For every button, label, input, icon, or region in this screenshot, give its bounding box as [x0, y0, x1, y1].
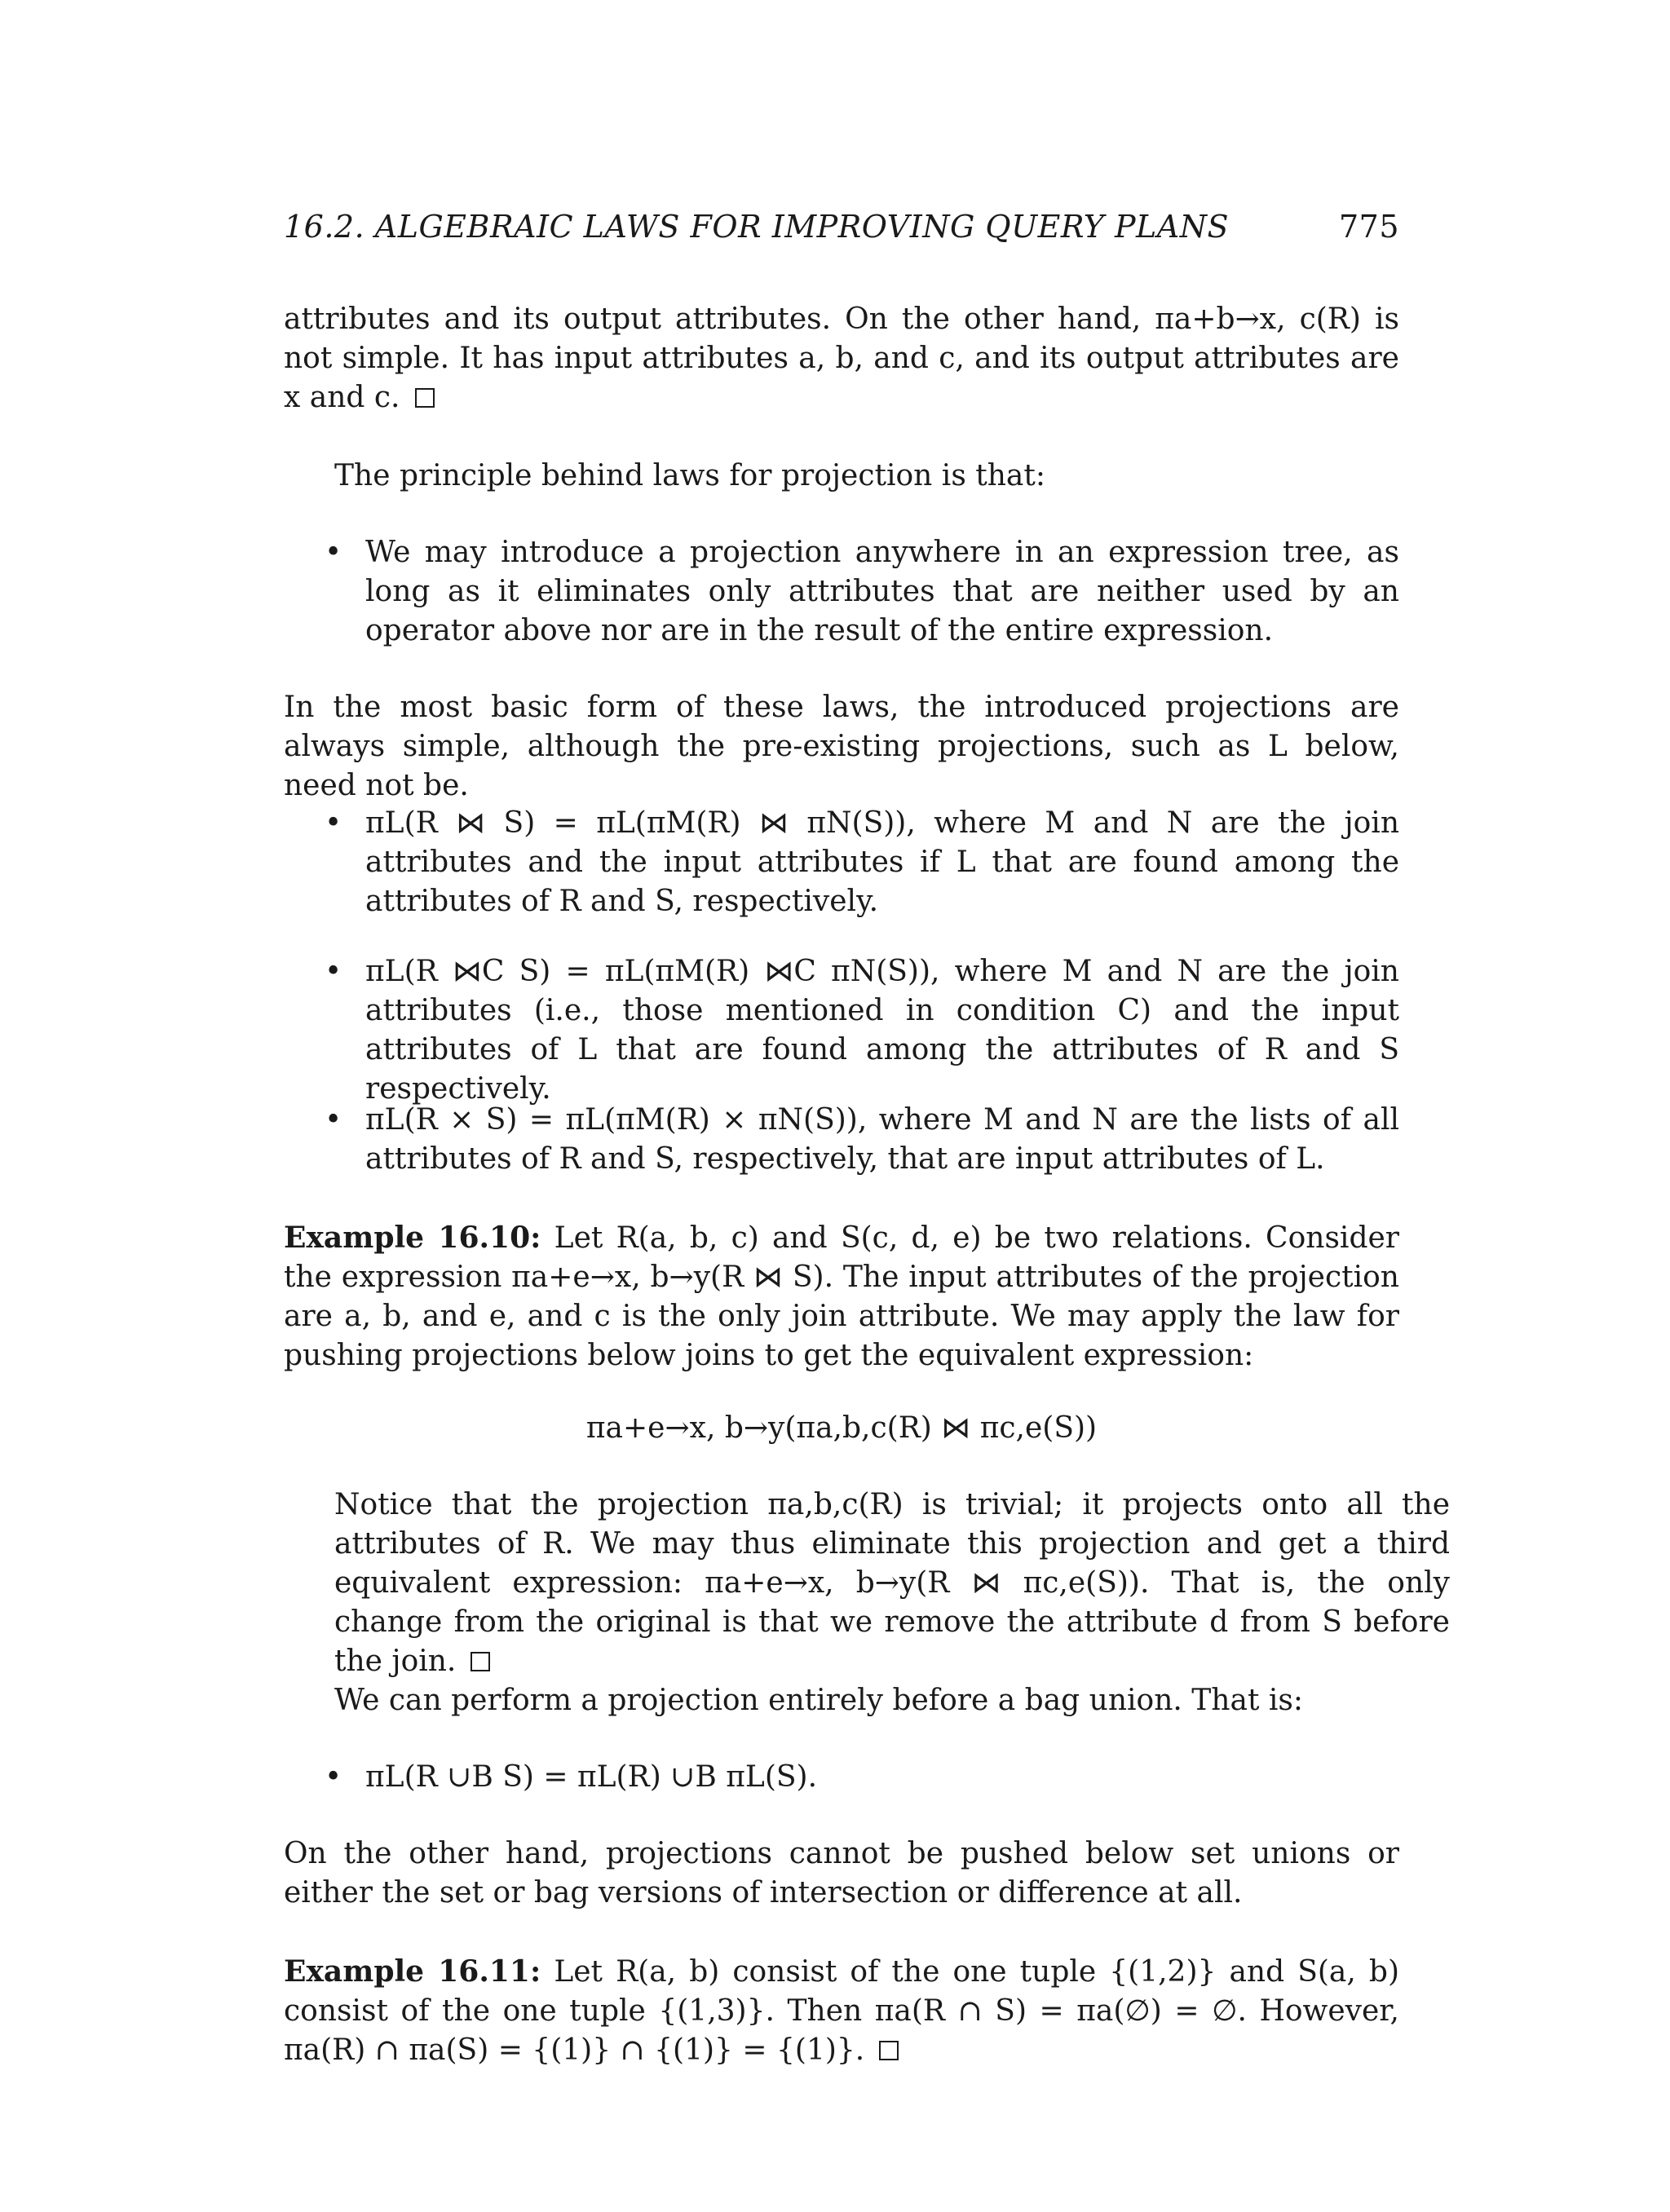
- example-label: Example 16.11:: [284, 1954, 541, 1989]
- list-item-principle: • We may introduce a projection anywhere in an expression tree, as long as it eliminates only attributes that are neither used by an operator above nor are in the result of the entire expression.: [325, 533, 1399, 651]
- example-16-10: Example 16.10: Let R(a, b, c) and S(c, d, e) be two relations. Consider the expression πa+e→x, b→y(R ⋈ S). The input attributes of the projection are a, b, and e, and c is the only join attribute. We may apply the law for pushing projections below joins to get the equivalent expression:: [284, 1221, 1399, 1372]
- bullet-icon: •: [325, 1103, 342, 1137]
- section-title: 16.2. ALGEBRAIC LAWS FOR IMPROVING QUERY PLANS: [284, 209, 1229, 245]
- list-item-law-join: • πL(R ⋈ S) = πL(πM(R) ⋈ πN(S)), where M and N are the join attributes and the input attributes if L that are found among the attributes of R and S, respectively.: [325, 804, 1399, 921]
- paragraph-bag-union: We can perform a projection entirely before a bag union. That is:: [334, 1684, 1303, 1717]
- bullet-icon: •: [325, 536, 342, 569]
- example-label: Example 16.10:: [284, 1221, 541, 1255]
- list-item-law-theta-join: • πL(R ⋈C S) = πL(πM(R) ⋈C πN(S)), where M and N are the join attributes (i.e., those mentioned in condition C) and the input attributes of L that are found among the attributes of R and S respectively.: [325, 952, 1399, 1109]
- list-item-law-product: • πL(R × S) = πL(πM(R) × πN(S)), where M and N are the lists of all attributes of R and S, respectively, that are input attributes of L.: [325, 1101, 1399, 1179]
- list-item-law-bag-union: • πL(R ∪B S) = πL(R) ∪B πL(S).: [325, 1758, 1399, 1797]
- bullet-icon: •: [325, 1760, 342, 1794]
- end-of-example-icon: [879, 2041, 899, 2060]
- paragraph-continuation: attributes and its output attributes. On the other hand, πa+b→x, c(R) is not simple. It has input attributes a, b, and c, and its output attributes are x and c.: [284, 302, 1399, 414]
- paragraph-set-unions: On the other hand, projections cannot be pushed below set unions or either the set or bag versions of intersection or difference at all.: [284, 1837, 1399, 1910]
- paragraph-basic-form: In the most basic form of these laws, the introduced projections are always simple, although the pre-existing projections, such as L below, need not be.: [284, 691, 1399, 802]
- end-of-example-icon: [471, 1652, 490, 1671]
- example-16-11: Example 16.11: Let R(a, b) consist of the one tuple {(1,2)} and S(a, b) consist of the one tuple {(1,3)}. Then πa(R ∩ S) = πa(∅) = ∅. However, πa(R) ∩ πa(S) = {(1)} ∩ {(1)} = {(1)}.: [284, 1954, 1399, 2067]
- display-equation: πa+e→x, b→y(πa,b,c(R) ⋈ πc,e(S)): [585, 1411, 1098, 1445]
- paragraph-notice: Notice that the projection πa,b,c(R) is trivial; it projects onto all the attributes of R. We may thus eliminate this projection and get a third equivalent expression: πa+e→x, b→y(R ⋈ πc,e(S)). That is, the only change from the original is that we remove the attribute d from S before the join.: [334, 1488, 1450, 1678]
- page-number: 775: [1338, 209, 1399, 245]
- end-of-example-icon: [415, 388, 435, 408]
- running-header: [284, 207, 1399, 246]
- bullet-icon: •: [325, 955, 342, 988]
- paragraph-principle-intro: The principle behind laws for projection is that:: [334, 459, 1045, 492]
- bullet-icon: •: [325, 806, 342, 840]
